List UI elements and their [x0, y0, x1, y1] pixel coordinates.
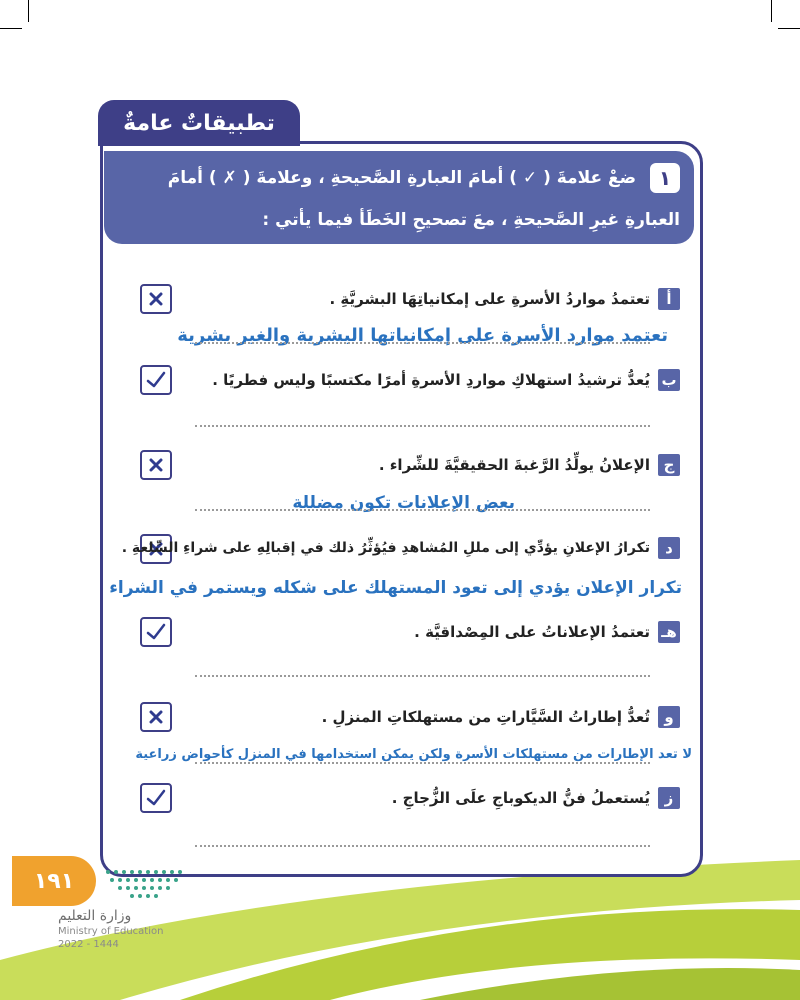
answer-line	[195, 762, 650, 764]
statement-a	[330, 288, 681, 310]
question-number: ١	[650, 163, 680, 193]
crop-mark	[0, 28, 22, 29]
cross-icon	[149, 458, 163, 472]
item-letter: ز	[658, 787, 680, 809]
answer-line	[195, 342, 650, 344]
answer-mark-b[interactable]	[140, 365, 172, 395]
statement-text: الإعلانُ يولِّدُ الرَّغبةَ الحقيقيَّةَ للشِّراء .	[378, 456, 650, 474]
cross-icon	[149, 292, 163, 306]
item-letter: ب	[658, 369, 680, 391]
answer-mark-f[interactable]	[140, 702, 172, 732]
statement-text: تكرارُ الإعلانِ يؤدِّي إلى مللِ المُشاهدِ فيُؤثِّرُ ذلك في إقبالِهِ على شراءِ السِّلعةِ .	[121, 540, 650, 556]
cross-icon	[149, 710, 163, 724]
answer-line	[195, 509, 650, 511]
answer-mark-e[interactable]	[140, 617, 172, 647]
correction-a: تعتمد موارد الأسرة على إمكانياتها البشرية والغير بشرية	[177, 325, 668, 346]
ministry-name-english: Ministry of Education	[58, 926, 164, 937]
statement-b	[212, 369, 680, 391]
statement-d	[122, 537, 680, 559]
statement-text: يُستعملُ فنُّ الديكوباجِ علَى الزُّجاجِ .	[391, 789, 650, 807]
answer-line	[195, 675, 650, 677]
statement-c	[379, 454, 680, 476]
item-letter: أ	[658, 288, 680, 310]
item-letter: هـ	[658, 621, 680, 643]
correction-d: تكرار الإعلان يؤدي إلى تعود المستهلك على شكله ويستمر في الشراء	[109, 578, 682, 598]
check-icon	[146, 371, 166, 389]
question-text: ضعْ علامةَ ( ✓ ) أمامَ العبارةِ الصَّحيحةِ ، وعلامةَ ( ✗ ) أمامَ العبارةِ غيرِ الصَّحيحةِ ، معَ تصحيحِ الخَطَأ فيما يأتي :	[167, 168, 680, 230]
item-letter: و	[658, 706, 680, 728]
answer-line	[195, 845, 650, 847]
answer-line	[195, 425, 650, 427]
statement-f	[322, 706, 680, 728]
question-banner	[104, 151, 694, 244]
crop-mark	[771, 0, 772, 22]
answer-mark-g[interactable]	[140, 783, 172, 813]
statement-text: تعتمدُ مواردُ الأسرةِ على إمكانياتِهَا البشريَّةِ .	[329, 290, 650, 308]
section-title: تطبيقاتٌ عامةٌ	[98, 100, 300, 146]
check-icon	[146, 789, 166, 807]
item-letter: د	[658, 537, 680, 559]
crop-mark	[778, 28, 800, 29]
crop-mark	[28, 0, 29, 22]
statement-text: تعتمدُ الإعلاناتُ على المِصْداقيَّة .	[414, 623, 650, 641]
page-number: ١٩١	[12, 856, 96, 906]
statement-text: يُعدُّ ترشيدُ استهلاكِ مواردِ الأسرةِ أمرًا مكتسبًا وليس فطريًا .	[212, 371, 650, 389]
correction-f: لا تعد الإطارات من مستهلكات الأسرة ولكن يمكن استخدامها في المنزل كأحواض زراعية	[135, 747, 692, 762]
item-letter: ج	[658, 454, 680, 476]
answer-mark-c[interactable]	[140, 450, 172, 480]
ministry-name-arabic: وزارة التعليم	[58, 908, 132, 924]
statement-text: تُعدُّ إطاراتُ السَّيَّاراتِ من مستهلكاتِ المنزلِ .	[321, 708, 650, 726]
ministry-logo-icon	[100, 864, 190, 900]
answer-mark-a[interactable]	[140, 284, 172, 314]
check-icon	[146, 623, 166, 641]
ministry-year: 2022 - 1444	[58, 939, 119, 950]
statement-e	[414, 621, 680, 643]
statement-g	[392, 787, 680, 809]
correction-c: بعض الإعلانات تكون مضللة	[292, 493, 515, 513]
